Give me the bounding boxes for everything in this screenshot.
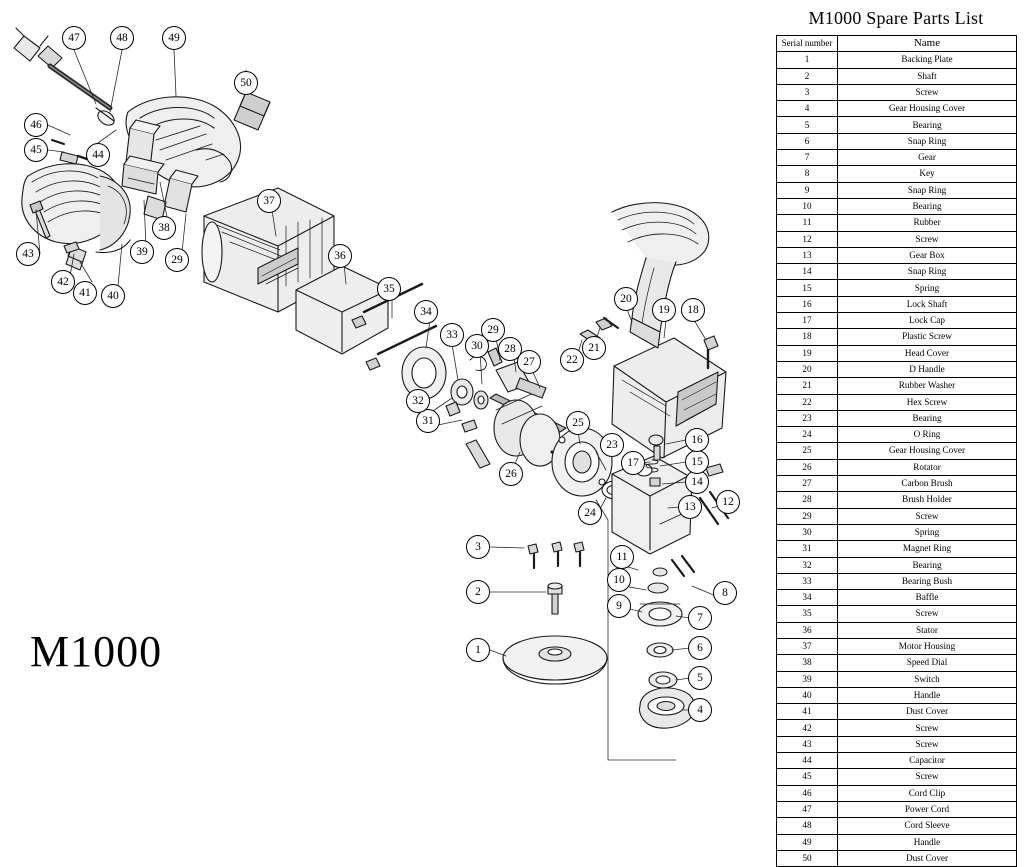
table-row xyxy=(777,198,1017,214)
cell-serial: 9 xyxy=(777,182,838,198)
cell-serial: 32 xyxy=(777,557,838,573)
cell-serial: 19 xyxy=(777,345,838,361)
cell-serial: 7 xyxy=(777,150,838,166)
cell-name: Power Cord xyxy=(838,801,1017,817)
cell-serial: 13 xyxy=(777,247,838,263)
table-row xyxy=(777,557,1017,573)
callout-bubble[interactable]: 47 xyxy=(62,26,86,50)
callout-bubble[interactable]: 29 xyxy=(481,318,505,342)
table-row xyxy=(777,492,1017,508)
cell-serial: 27 xyxy=(777,476,838,492)
head-cover-dhandle xyxy=(612,203,726,458)
cell-name: Snap Ring xyxy=(838,264,1017,280)
cell-serial: 39 xyxy=(777,671,838,687)
cell-serial: 48 xyxy=(777,818,838,834)
table-row xyxy=(777,801,1017,817)
cell-serial: 26 xyxy=(777,459,838,475)
table-row xyxy=(777,264,1017,280)
table-row xyxy=(777,606,1017,622)
callout-bubble[interactable]: 29 xyxy=(165,248,189,272)
backing-plate xyxy=(503,636,607,684)
callout-bubble[interactable]: 31 xyxy=(416,409,440,433)
cell-name: Handle xyxy=(838,687,1017,703)
callout-bubble[interactable]: 18 xyxy=(681,298,705,322)
cell-serial: 34 xyxy=(777,590,838,606)
cell-name: Lock Shaft xyxy=(838,296,1017,312)
cell-name: Backing Plate xyxy=(838,52,1017,68)
callout-bubble[interactable]: 23 xyxy=(600,433,624,457)
callout-bubble[interactable]: 17 xyxy=(621,451,645,475)
cell-name: Carbon Brush xyxy=(838,476,1017,492)
cell-serial: 28 xyxy=(777,492,838,508)
shaft-screws-group xyxy=(528,542,584,614)
cell-name: Screw xyxy=(838,606,1017,622)
table-row xyxy=(777,476,1017,492)
cell-serial: 8 xyxy=(777,166,838,182)
cell-serial: 1 xyxy=(777,52,838,68)
table-row xyxy=(777,638,1017,654)
parts-list-title: M1000 Spare Parts List xyxy=(808,8,984,28)
cell-serial: 44 xyxy=(777,753,838,769)
cell-name: Gear Housing Cover xyxy=(838,101,1017,117)
cell-serial: 4 xyxy=(777,101,838,117)
cell-serial: 47 xyxy=(777,801,838,817)
model-label: M1000 xyxy=(30,627,163,676)
cell-serial: 50 xyxy=(777,850,838,866)
callout-bubble[interactable]: 28 xyxy=(498,337,522,361)
callout-bubble[interactable]: 42 xyxy=(51,270,75,294)
table-row xyxy=(777,52,1017,68)
parts-list-panel xyxy=(770,0,1022,863)
callout-bubble[interactable]: 50 xyxy=(234,71,258,95)
callout-bubble[interactable]: 40 xyxy=(101,284,125,308)
table-row xyxy=(777,410,1017,426)
cell-serial: 22 xyxy=(777,394,838,410)
cell-name: Baffle xyxy=(838,590,1017,606)
cell-name: Screw xyxy=(838,736,1017,752)
cell-name: Stator xyxy=(838,622,1017,638)
table-row xyxy=(777,329,1017,345)
table-row xyxy=(777,736,1017,752)
cell-serial: 24 xyxy=(777,427,838,443)
table-row xyxy=(777,182,1017,198)
cell-serial: 31 xyxy=(777,541,838,557)
cell-serial: 15 xyxy=(777,280,838,296)
gear-stack xyxy=(638,556,695,728)
callout-bubble[interactable]: 35 xyxy=(377,277,401,301)
parts-list-table xyxy=(776,35,1017,867)
cell-serial: 30 xyxy=(777,524,838,540)
table-row xyxy=(777,215,1017,231)
table-row xyxy=(777,378,1017,394)
cell-name: Speed Dial xyxy=(838,655,1017,671)
cell-serial: 11 xyxy=(777,215,838,231)
table-row xyxy=(777,345,1017,361)
cell-serial: 43 xyxy=(777,736,838,752)
table-row xyxy=(777,720,1017,736)
table-body xyxy=(777,52,1017,867)
callout-bubble[interactable]: 25 xyxy=(566,411,590,435)
callout-bubble[interactable]: 24 xyxy=(578,501,602,525)
table-row xyxy=(777,394,1017,410)
cell-serial: 23 xyxy=(777,410,838,426)
table-row xyxy=(777,68,1017,84)
table-row xyxy=(777,769,1017,785)
cell-name: Rubber Washer xyxy=(838,378,1017,394)
callout-bubble[interactable]: 33 xyxy=(440,323,464,347)
cell-serial: 40 xyxy=(777,687,838,703)
cell-name: Head Cover xyxy=(838,345,1017,361)
callout-bubble[interactable]: 46 xyxy=(24,113,48,137)
callout-bubble[interactable]: 26 xyxy=(499,462,523,486)
cell-name: Brush Holder xyxy=(838,492,1017,508)
cell-serial: 33 xyxy=(777,573,838,589)
cell-name: Screw xyxy=(838,84,1017,100)
callout-bubble[interactable]: 32 xyxy=(406,389,430,413)
table-row xyxy=(777,313,1017,329)
cell-name: Screw xyxy=(838,231,1017,247)
cell-serial: 45 xyxy=(777,769,838,785)
cell-serial: 38 xyxy=(777,655,838,671)
cell-name: Cord Clip xyxy=(838,785,1017,801)
table-row xyxy=(777,671,1017,687)
callout-bubble[interactable]: 15 xyxy=(685,450,709,474)
table-row xyxy=(777,524,1017,540)
table-row xyxy=(777,753,1017,769)
callout-bubble[interactable]: 48 xyxy=(110,26,134,50)
cell-serial: 2 xyxy=(777,68,838,84)
cell-serial: 49 xyxy=(777,834,838,850)
cell-name: Screw xyxy=(838,508,1017,524)
callout-bubble[interactable]: 11 xyxy=(610,545,634,569)
callout-bubble[interactable]: 6 xyxy=(688,636,712,660)
callout-bubble[interactable]: 49 xyxy=(162,26,186,50)
table-row xyxy=(777,687,1017,703)
cell-name: Bearing xyxy=(838,410,1017,426)
callout-bubble[interactable]: 16 xyxy=(685,428,709,452)
cell-name: Rubber xyxy=(838,215,1017,231)
cell-name: Motor Housing xyxy=(838,638,1017,654)
cell-name: Gear Housing Cover xyxy=(838,443,1017,459)
table-row xyxy=(777,361,1017,377)
cell-name: Handle xyxy=(838,834,1017,850)
cell-name: Magnet Ring xyxy=(838,541,1017,557)
table-row xyxy=(777,573,1017,589)
cell-serial: 5 xyxy=(777,117,838,133)
cell-serial: 14 xyxy=(777,264,838,280)
cell-serial: 17 xyxy=(777,313,838,329)
callout-bubble[interactable]: 34 xyxy=(414,300,438,324)
cell-name: Snap Ring xyxy=(838,182,1017,198)
callout-bubble[interactable]: 3 xyxy=(466,535,490,559)
callout-bubble[interactable]: 8 xyxy=(713,581,737,605)
cell-serial: 36 xyxy=(777,622,838,638)
callout-bubble[interactable]: 12 xyxy=(716,490,740,514)
cell-name: D Handle xyxy=(838,361,1017,377)
cell-name: O Ring xyxy=(838,427,1017,443)
callout-bubble[interactable]: 14 xyxy=(685,470,709,494)
cell-serial: 18 xyxy=(777,329,838,345)
callout-bubble[interactable]: 37 xyxy=(257,189,281,213)
cell-serial: 10 xyxy=(777,198,838,214)
table-row xyxy=(777,818,1017,834)
callout-bubble[interactable]: 38 xyxy=(152,216,176,240)
cell-name: Screw xyxy=(838,769,1017,785)
callout-bubble[interactable]: 20 xyxy=(614,287,638,311)
table-row xyxy=(777,231,1017,247)
column-header-serial: Serial number xyxy=(777,36,838,52)
table-row xyxy=(777,541,1017,557)
table-row xyxy=(777,622,1017,638)
cell-serial: 35 xyxy=(777,606,838,622)
callout-bubble[interactable]: 21 xyxy=(582,336,606,360)
table-row xyxy=(777,850,1017,866)
table-row xyxy=(777,247,1017,263)
cell-serial: 25 xyxy=(777,443,838,459)
cell-name: Screw xyxy=(838,720,1017,736)
cell-name: Bearing xyxy=(838,557,1017,573)
table-row xyxy=(777,117,1017,133)
table-row xyxy=(777,785,1017,801)
table-row xyxy=(777,101,1017,117)
cell-name: Bearing xyxy=(838,117,1017,133)
cell-name: Lock Cap xyxy=(838,313,1017,329)
cell-name: Spring xyxy=(838,280,1017,296)
table-row xyxy=(777,280,1017,296)
callout-bubble[interactable]: 44 xyxy=(86,143,110,167)
cell-name: Dust Cover xyxy=(838,850,1017,866)
callout-bubble[interactable]: 7 xyxy=(688,606,712,630)
table-row xyxy=(777,704,1017,720)
cell-name: Gear xyxy=(838,150,1017,166)
cell-serial: 46 xyxy=(777,785,838,801)
cell-serial: 6 xyxy=(777,133,838,149)
callout-bubble[interactable]: 9 xyxy=(607,594,631,618)
callout-bubble[interactable]: 10 xyxy=(607,568,631,592)
cell-serial: 12 xyxy=(777,231,838,247)
table-row xyxy=(777,133,1017,149)
table-row xyxy=(777,296,1017,312)
cell-name: Shaft xyxy=(838,68,1017,84)
table-row xyxy=(777,166,1017,182)
table-row xyxy=(777,84,1017,100)
table-row xyxy=(777,834,1017,850)
cell-name: Cord Sleeve xyxy=(838,818,1017,834)
callout-bubble[interactable]: 1 xyxy=(466,638,490,662)
cell-name: Bearing xyxy=(838,198,1017,214)
cell-serial: 29 xyxy=(777,508,838,524)
table-row xyxy=(777,427,1017,443)
cell-serial: 37 xyxy=(777,638,838,654)
table-header-row xyxy=(777,36,1017,52)
cell-name: Rotator xyxy=(838,459,1017,475)
table-row xyxy=(777,150,1017,166)
cell-serial: 16 xyxy=(777,296,838,312)
callout-bubble[interactable]: 5 xyxy=(688,666,712,690)
cell-name: Dust Cover xyxy=(838,704,1017,720)
table-row xyxy=(777,655,1017,671)
callout-bubble[interactable]: 41 xyxy=(73,281,97,305)
cell-name: Switch xyxy=(838,671,1017,687)
cell-name: Spring xyxy=(838,524,1017,540)
callout-bubble[interactable]: 27 xyxy=(517,350,541,374)
table-row xyxy=(777,508,1017,524)
table-row xyxy=(777,459,1017,475)
cell-serial: 42 xyxy=(777,720,838,736)
cell-name: Snap Ring xyxy=(838,133,1017,149)
callout-bubble[interactable]: 4 xyxy=(688,698,712,722)
cell-name: Key xyxy=(838,166,1017,182)
cell-name: Gear Box xyxy=(838,247,1017,263)
callout-bubble[interactable]: 13 xyxy=(678,495,702,519)
cell-name: Plastic Screw xyxy=(838,329,1017,345)
column-header-name: Name xyxy=(838,36,1017,52)
table-row xyxy=(777,443,1017,459)
cell-serial: 3 xyxy=(777,84,838,100)
cell-serial: 41 xyxy=(777,704,838,720)
callout-bubble[interactable]: 2 xyxy=(466,580,490,604)
callout-bubble[interactable]: 30 xyxy=(465,334,489,358)
cell-name: Hex Screw xyxy=(838,394,1017,410)
cell-name: Capacitor xyxy=(838,753,1017,769)
cell-name: Bearing Bush xyxy=(838,573,1017,589)
callout-bubble[interactable]: 43 xyxy=(16,242,40,266)
callout-bubble[interactable]: 22 xyxy=(560,348,584,372)
callout-bubble[interactable]: 36 xyxy=(328,244,352,268)
callout-bubble[interactable]: 45 xyxy=(24,138,48,162)
cell-serial: 20 xyxy=(777,361,838,377)
cell-serial: 21 xyxy=(777,378,838,394)
table-row xyxy=(777,590,1017,606)
callout-bubble[interactable]: 19 xyxy=(652,298,676,322)
callout-bubble[interactable]: 39 xyxy=(130,240,154,264)
